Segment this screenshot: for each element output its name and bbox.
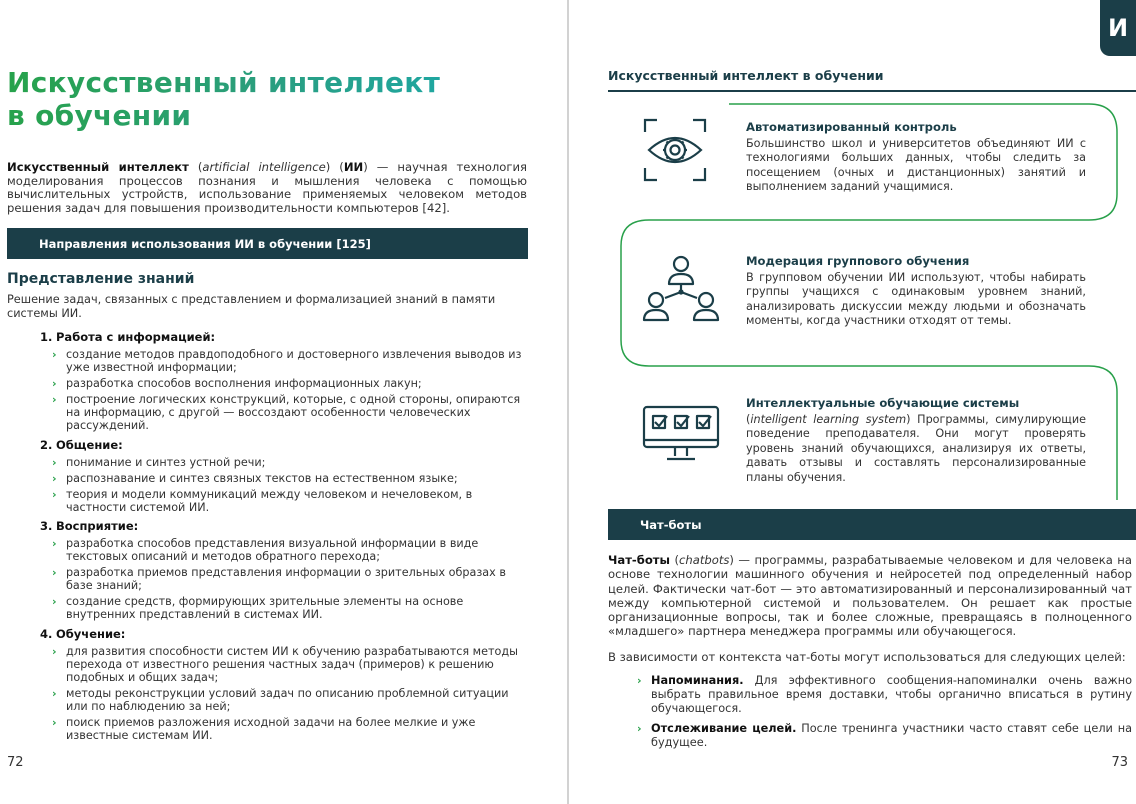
list-item: [52, 488, 530, 514]
intro-rest: ) — научная технология моделирования процессов познания и мышления человека с помощью вычислительных устройств, использование применяемых человеком методов решения задач для повышения производительности компьютеров [42].: [7, 160, 527, 215]
chevron-right-icon: ›: [52, 686, 57, 700]
task-block: [40, 330, 530, 433]
task-number: 3.: [40, 518, 53, 533]
list-item: [52, 456, 530, 469]
directions-band-label: Направления использования ИИ в обучении [125]: [39, 236, 371, 251]
goal-title: Отслеживание целей.: [651, 722, 797, 735]
task-items: [40, 537, 530, 622]
right-page: [569, 0, 1136, 804]
task-number: 2.: [40, 437, 53, 452]
list-item-text: распознавание и синтез связных текстов на естественном языке;: [66, 471, 458, 485]
goal-text: После тренинга участники часто ставят себе цели на будущее.: [651, 722, 1132, 749]
list-item-text: создание средств, формирующих зрительные элементы на основе внутренних представлений в системах ИИ.: [66, 595, 464, 622]
task-number: 4.: [40, 626, 53, 641]
monitor-checklist-icon: [641, 404, 721, 470]
list-item-text: разработка способов представления визуальной информации в виде текстовых описаний и методов обратного перехода;: [66, 536, 479, 564]
chatbots-lead: В зависимости от контекста чат-боты могут использоваться для следующих целей:: [608, 650, 1126, 664]
task-title: [40, 519, 530, 533]
intro-paren-open: (: [188, 160, 203, 174]
task-block: [40, 627, 530, 743]
list-item: [52, 645, 530, 684]
chevron-right-icon: ›: [52, 566, 57, 580]
chapter-tab[interactable]: И: [1100, 0, 1136, 56]
list-item-text: для развития способности систем ИИ к обучению разрабатываются методы перехода от известного решения частных задач (примеров) к решению подобных и общих задач;: [66, 644, 518, 684]
chevron-right-icon: ›: [52, 377, 57, 391]
chatbots-paren-open: (: [670, 553, 679, 567]
goals-list: [637, 674, 1132, 756]
list-item-text: методы реконструкции условий задач по описанию проблемной ситуации или по наблюдению за ней;: [66, 686, 509, 713]
task-items: [40, 348, 530, 433]
right-page-header: Искусственный интеллект в обучении: [608, 68, 884, 83]
list-item-text: создание методов правдоподобного и достоверного извлечения выводов из уже известной информации;: [66, 348, 522, 375]
chatbots-rest: ) — программы, разрабатываемые человеком и для человека на основе технологии машинного обучения и нейросетей под определенный набор целей. Фактически чат-бот — это автоматизированный и персонализированный чат между компьютерной системой и пользователем. Он решает как простые организационные вопросы, так и более сложные, превращаясь в полноценного «младшего» партнера менеджера программы или обучающегося.: [608, 553, 1132, 639]
feature-paren-close: ): [906, 413, 911, 426]
chevron-right-icon: ›: [52, 536, 57, 550]
chevron-right-icon: ›: [52, 455, 57, 469]
chatbots-paragraph: [608, 553, 1132, 639]
feature-title: Автоматизированный контроль: [746, 120, 957, 134]
header-rule: [608, 90, 1136, 92]
feature-paren-open: (: [746, 413, 751, 426]
task-title-text: Обучение:: [56, 626, 126, 641]
feature-title: Модерация группового обучения: [746, 254, 970, 268]
feature-text: [746, 254, 1086, 329]
task-items: [40, 645, 530, 743]
section-description: Решение задач, связанных с представлением и формализацией знаний в памяти системы ИИ.: [7, 293, 496, 320]
list-item: [52, 472, 530, 485]
task-title-text: Работа с информацией:: [56, 330, 216, 344]
task-title: [40, 627, 530, 641]
page-number-left: 72: [7, 755, 24, 770]
intro-abbr: ИИ: [343, 160, 364, 174]
chatbots-band: [608, 509, 1136, 540]
feature-title: Интеллектуальные обучающие системы: [746, 396, 1020, 410]
chevron-right-icon: ›: [52, 348, 57, 361]
eye-scan-icon: [641, 116, 709, 188]
list-item-text: построение логических конструкций, которые, с одной стороны, опираются на информацию, с другой — воссоздают особенности человеческих рассуждений.: [66, 393, 521, 433]
list-item: [52, 595, 530, 621]
task-block: [40, 438, 530, 514]
list-item: [637, 674, 1132, 716]
main-title-line1: Искусственный интеллект: [7, 66, 441, 99]
list-item-text: разработка приемов представления информации о зрительных образах в базе знаний;: [66, 566, 506, 593]
task-number: 1.: [40, 330, 53, 344]
chevron-right-icon: ›: [637, 674, 642, 687]
list-item: [52, 348, 530, 374]
intro-term: Искусственный интеллект: [7, 160, 189, 174]
list-item: [52, 716, 530, 742]
list-item: [52, 377, 530, 390]
feature-text: [746, 120, 1086, 195]
chevron-right-icon: ›: [52, 595, 57, 609]
goal-text: Для эффективного сообщения-напоминалки очень важно выбрать правильное время доставки, чтобы органично вписаться в рутину обучающегося.: [651, 674, 1132, 715]
list-item: [52, 537, 530, 563]
page-number-right: 73: [1111, 755, 1128, 770]
feature-term-en: intelligent learning system: [750, 413, 907, 426]
chevron-right-icon: ›: [637, 722, 642, 735]
intro-paren-mid: ) (: [325, 160, 344, 174]
chevron-right-icon: ›: [52, 715, 57, 729]
chevron-right-icon: ›: [52, 471, 57, 485]
list-item-text: поиск приемов разложения исходной задачи на более мелкие и уже известные системам ИИ.: [66, 715, 476, 743]
goal-title: Напоминания.: [651, 674, 744, 687]
task-title: [40, 438, 530, 452]
feature-intelligent-systems: [621, 378, 1116, 490]
chevron-right-icon: ›: [52, 644, 57, 658]
list-item: [52, 393, 530, 432]
list-item: [52, 566, 530, 592]
list-item: [52, 687, 530, 713]
feature-body: Большинство школ и университетов объединяют ИИ с технологиями больших данных, чтобы следить за посещением (очных и дистанционных) занятий и выполнением заданий учащимися.: [746, 137, 1086, 194]
feature-text: [746, 396, 1086, 485]
feature-automated-control: [621, 106, 1116, 214]
main-title-line2: в обучении: [7, 99, 192, 132]
group-network-icon: [641, 252, 721, 330]
intro-term-en: artificial intelligence: [202, 160, 326, 174]
chatbots-term: Чат-боты: [608, 553, 670, 567]
task-title-text: Общение:: [56, 437, 123, 452]
section-heading: Представление знаний: [7, 271, 195, 287]
list-item-text: понимание и синтез устной речи;: [66, 455, 266, 469]
feature-body: [746, 413, 1086, 485]
chevron-right-icon: ›: [52, 487, 57, 501]
chatbots-band-label: Чат-боты: [640, 517, 702, 532]
task-list-container: [40, 330, 530, 747]
task-title-text: Восприятие:: [56, 518, 139, 533]
chevron-right-icon: ›: [52, 393, 57, 407]
main-title: [7, 66, 440, 132]
task-block: [40, 519, 530, 622]
list-item-text: теория и модели коммуникаций между человеком и нечеловеком, в частности системой ИИ.: [66, 487, 473, 514]
task-items: [40, 456, 530, 514]
intro-paragraph: [7, 161, 527, 215]
feature-body: В групповом обучении ИИ используют, чтобы набирать группы учащихся с одинаковым уровнем знаний, анализировать дискуссии между людьми и обозначать моменты, когда участники отходят от темы.: [746, 271, 1086, 328]
feature-group-moderation: [621, 236, 1116, 366]
list-item-text: разработка способов восполнения информационных лакун;: [66, 377, 422, 391]
task-title: [40, 330, 530, 344]
feature-body-rest: Программы, симулирующие поведение преподавателя. Они могут проверять уровень знаний обучающихся, анализируя их ответы, давать отзывы и составлять персонализированные планы обучения.: [746, 413, 1086, 484]
directions-band: [7, 228, 528, 259]
chatbots-term-en: chatbots: [679, 553, 730, 567]
list-item: [637, 722, 1132, 750]
